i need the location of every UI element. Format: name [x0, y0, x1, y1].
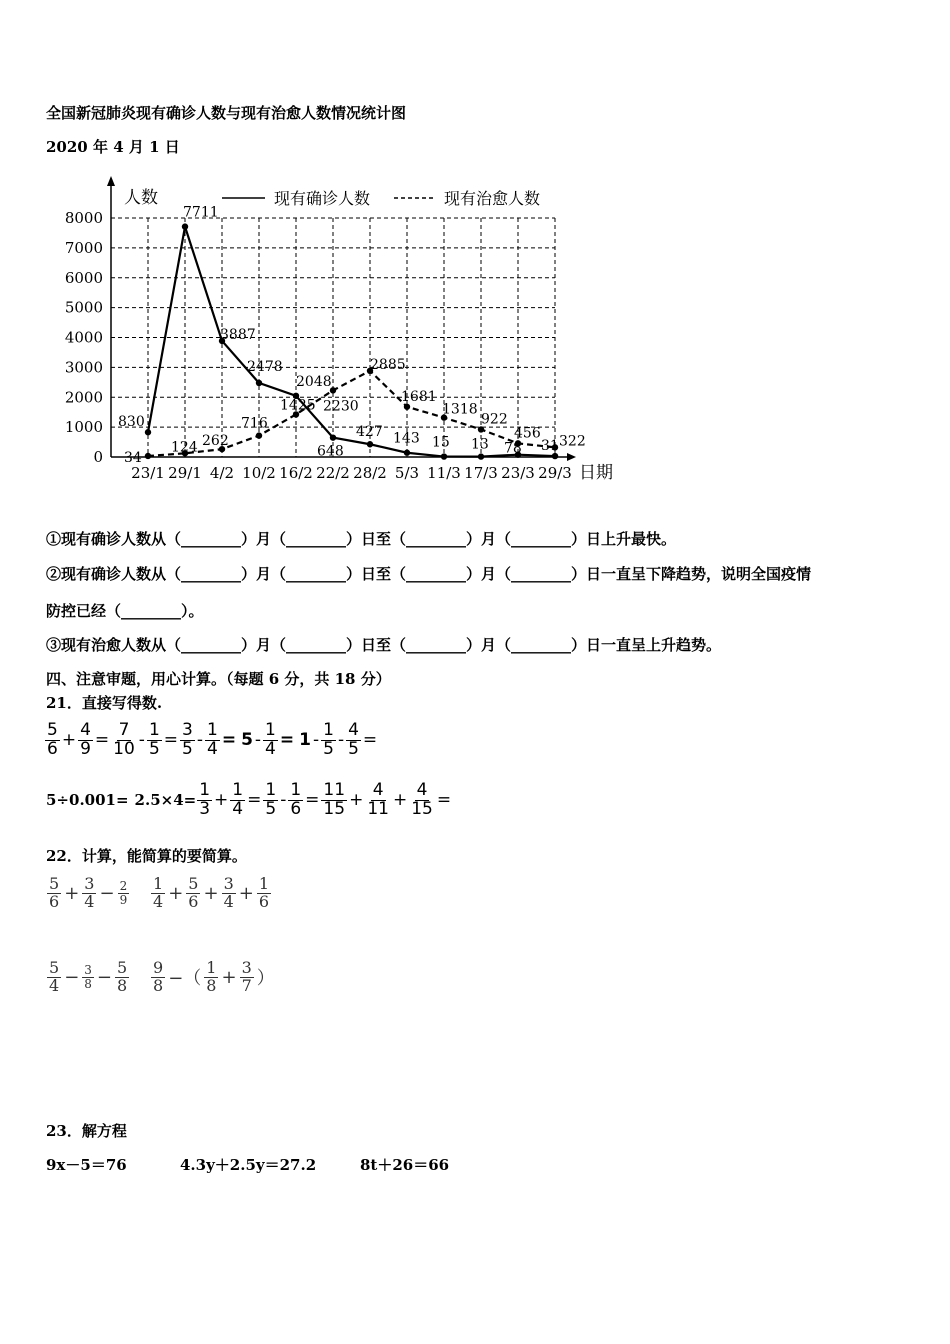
equation-2: 4.3y＋2.5y＝27.2: [180, 1156, 317, 1174]
y-tick-label: 1000: [64, 418, 103, 437]
question-2-number: ②: [46, 565, 62, 583]
confirmed-data-label: 7711: [183, 204, 219, 221]
cured-data-label: 262: [202, 433, 229, 450]
confirmed-data-label: 3887: [220, 326, 256, 343]
confirmed-point: [182, 223, 188, 229]
question-22-title: 22．计算，能简算的要简算。: [46, 847, 247, 865]
confirmed-point: [367, 441, 373, 447]
confirmed-data-label: 13: [471, 436, 489, 453]
fraction: $\frac{1}{4}$: [265, 720, 276, 759]
x-tick-label: 5/3: [394, 464, 420, 482]
question-2-text: 现有确诊人数从（________）月（________）日至（________）月（________）日一直呈下降趋势，说明全国疫情: [61, 565, 812, 583]
confirmed-point: [330, 434, 336, 440]
fraction: $\frac{3}{5}$: [182, 720, 193, 759]
confirmed-data-label: 2478: [247, 358, 283, 375]
line-chart: [60, 172, 640, 492]
y-tick-label: 7000: [64, 238, 103, 257]
question-1-number: ①: [46, 530, 62, 548]
x-tick-label: 17/3: [464, 464, 498, 482]
cured-point: [145, 453, 151, 459]
fraction: $\frac{1}{4}$: [232, 780, 244, 819]
confirmed-point: [478, 453, 484, 459]
legend-dashed-label: 现有治愈人数: [444, 189, 541, 208]
section-4-title: 四、注意审题，用心计算。（每题 6 分，共 18 分）: [46, 670, 391, 688]
confirmed-point: [441, 453, 447, 459]
confirmed-data-label: 648: [317, 443, 344, 460]
cured-data-label: 124: [171, 439, 198, 456]
x-tick-labels: [131, 464, 572, 482]
cured-data-label: 922: [481, 411, 508, 428]
fraction: $\frac{7}{10}$: [113, 720, 135, 759]
fraction: $\frac{5}{6}$: [47, 720, 58, 759]
x-tick-label: 10/2: [242, 464, 276, 482]
y-tick-label: 5000: [64, 298, 103, 317]
confirmed-data-label: 427: [356, 424, 383, 441]
y-tick-label: 4000: [64, 328, 103, 347]
y-axis-arrow: [107, 176, 115, 186]
cured-data-label: 2230: [323, 398, 359, 415]
question-2-continued: 防控已经（________）。: [46, 602, 204, 620]
question-3-number: ③: [46, 636, 62, 654]
cured-data-label: 1681: [401, 388, 437, 405]
x-axis-label: 日期: [579, 463, 613, 483]
y-tick-label: 2000: [64, 388, 103, 407]
x-tick-label: 23/1: [131, 464, 165, 482]
x-tick-label: 22/2: [316, 464, 350, 482]
x-tick-label: 28/2: [353, 464, 387, 482]
confirmed-data-label: 2048: [296, 373, 332, 390]
legend-solid-label: 现有确诊人数: [274, 189, 371, 208]
question-1-text: 现有确诊人数从（________）月（________）日至（________）月（________）日上升最快。: [61, 530, 677, 548]
question-1: [46, 528, 676, 549]
question-21-title: 21．直接写得数.: [46, 694, 163, 712]
x-tick-label: 16/2: [279, 464, 313, 482]
y-tick-labels: [65, 209, 103, 466]
q22-expression-1: $\frac{5}{6}$ + $\frac{3}{4}$ − $\frac{2}{9}$: [49, 874, 128, 911]
y-tick-label: 8000: [64, 209, 103, 227]
fraction: $\frac{4}{15}$: [411, 780, 433, 819]
y-tick-label: 3000: [64, 358, 103, 377]
cured-data-label: 716: [241, 415, 268, 432]
q22-expression-3: $\frac{5}{4}$ − $\frac{3}{8}$ − $\frac{5}{8}$: [49, 958, 128, 995]
confirmed-data-label: 78: [504, 440, 522, 457]
x-tick-label: 29/1: [168, 464, 202, 482]
fraction: $\frac{1}{3}$: [199, 780, 211, 819]
x-tick-label: 23/3: [501, 464, 535, 482]
cured-data-label: 1318: [442, 401, 478, 418]
chart-date: 2020 年 4 月 1 日: [46, 138, 180, 156]
cured-data-label: 322: [559, 433, 586, 450]
equation-1: 9x－5＝76: [46, 1156, 127, 1174]
fraction: $\frac{11}{15}$: [323, 780, 346, 819]
x-tick-label: 29/3: [538, 464, 572, 482]
fraction: $\frac{4}{9}$: [80, 720, 91, 759]
question-23-title: 23．解方程: [46, 1122, 127, 1140]
confirmed-data-label: 143: [393, 430, 420, 447]
fraction: $\frac{4}{11}$: [367, 780, 389, 819]
cured-data-label: 456: [514, 425, 541, 442]
q22-expression-2: $\frac{1}{4}$ + $\frac{5}{6}$ + $\frac{3}{4}$ + $\frac{1}{6}$: [153, 874, 270, 911]
confirmed-data-label: 31: [541, 438, 559, 455]
q21-row-1: $\frac{5}{6}$ + $\frac{4}{9}$ = $\frac{7}{10}$ - $\frac{1}{5}$ = $\frac{3}{5}$ - $\frac{1}{4}$ = 5 - $\frac{1}{4}$ = 1 - $\frac{1}{5}$ - $\frac{4}{5}$ =: [47, 720, 378, 759]
fraction: $\frac{4}{5}$: [348, 720, 359, 759]
x-tick-label: 11/3: [427, 464, 461, 482]
confirmed-data-label: 15: [432, 434, 450, 451]
chart-title: 全国新冠肺炎现有确诊人数与现有治愈人数情况统计图: [46, 104, 407, 122]
cured-data-label: 34: [124, 449, 142, 466]
y-tick-label: 0: [93, 448, 103, 466]
fraction: $\frac{1}{5}$: [265, 780, 277, 819]
cured-data-label: 1425: [280, 397, 316, 414]
question-2: [46, 563, 811, 584]
q22-expression-4: $\frac{9}{8}$ −（ $\frac{1}{8}$ + $\frac{3}{7}$ ）: [153, 958, 275, 995]
x-axis-arrow: [567, 453, 576, 461]
y-tick-label: 6000: [64, 268, 103, 287]
question-3-text: 现有治愈人数从（________）月（________）日至（________）月（________）日一直呈上升趋势。: [61, 636, 722, 654]
question-3: [46, 634, 721, 655]
confirmed-data-label: 830: [118, 414, 145, 431]
confirmed-point: [256, 380, 262, 386]
y-axis-label: 人数: [124, 188, 158, 208]
fraction: $\frac{1}{6}$: [290, 780, 302, 819]
cured-point: [256, 432, 262, 438]
confirmed-point: [145, 429, 151, 435]
q21-row-2: 5÷0.001= 2.5×4= $\frac{1}{3}$ + $\frac{1}{4}$ = $\frac{1}{5}$ - $\frac{1}{6}$ = $\frac{11}{15}$ + $\frac{4}{11}$ + $\frac{4}{15}$ =: [46, 780, 452, 819]
fraction: $\frac{1}{4}$: [206, 720, 218, 759]
fraction: $\frac{1}{5}$: [148, 720, 160, 759]
cured-data-label: 2885: [370, 356, 406, 373]
equation-3: 8t＋26＝66: [360, 1156, 450, 1174]
fraction: $\frac{1}{5}$: [323, 720, 334, 759]
x-tick-label: 4/2: [209, 464, 235, 482]
confirmed-point: [404, 450, 410, 456]
